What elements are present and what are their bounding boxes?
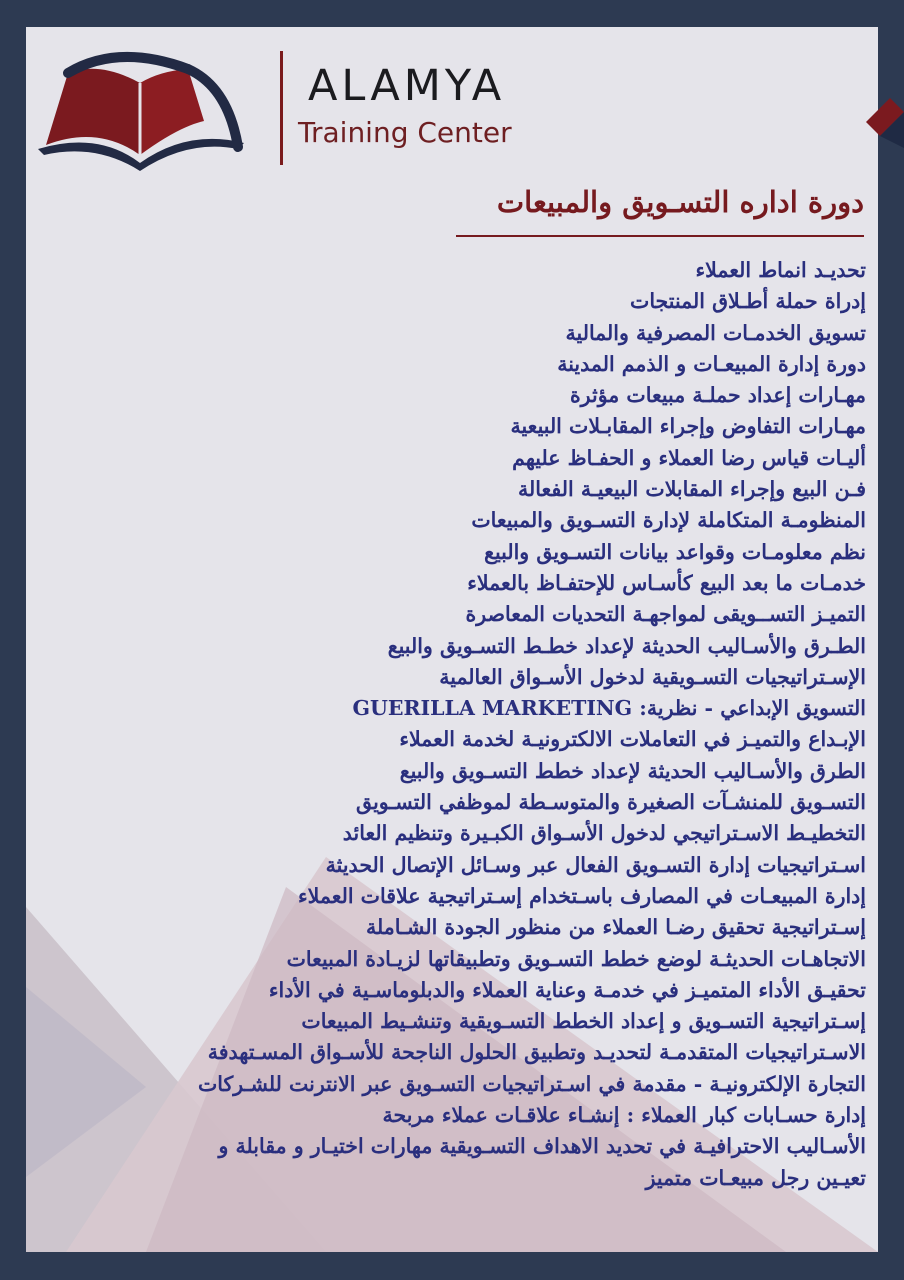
list-item: الأسـاليب الاحترافيـة في تحديد الاهداف التسـويقية مهارات اختيـار و مقابلة و: [218, 1134, 866, 1159]
list-item: تعيـين رجل مبيعـات متميز: [645, 1165, 866, 1190]
course-list: [198, 255, 866, 1194]
list-item: المنظومـة المتكاملة لإدارة التسـويق والمبيعات: [471, 508, 866, 533]
list-item: إسـتراتيجية تحقيق رضـا العملاء من منظور الجودة الشـاملة: [366, 915, 866, 940]
open-book-logo-icon: [38, 47, 244, 173]
list-item: إدارة المبيعـات في المصارف باسـتخدام إسـتراتيجية علاقات العملاء: [297, 883, 866, 908]
list-item: التسـويق للمنشـآت الصغيرة والمتوسـطة لموظفي التسـويق: [356, 790, 866, 815]
list-item: اسـتراتيجيات إدارة التسـويق الفعال عبر وسـائل الإتصال الحديثة: [325, 852, 866, 877]
list-item: مهـارات إعداد حملـة مبيعات مؤثرة: [569, 383, 866, 408]
list-item: تحديـد انماط العملاء: [695, 258, 866, 282]
list-item: إدارة حسـابات كبار العملاء : إنشـاء علاقـات عملاء مربحة: [382, 1103, 866, 1128]
list-item: تحقيـق الأداء المتميـز في خدمـة وعناية العملاء والدبلوماسـية في الأداء: [268, 977, 866, 1002]
list-item: الاسـتراتيجيات المتقدمـة لتحديـد وتطبيق الحلول الناجحة للأسـواق المسـتهدفة: [207, 1040, 866, 1065]
list-item: التجارة الإلكترونيـة - مقدمة في اسـتراتيجيات التسـويق عبر الانترنت للشـركات: [197, 1071, 866, 1096]
list-item: التميـز التســويقى لمواجهـة التحديات المعاصرة: [465, 602, 866, 627]
brand-name: ALAMYA: [308, 61, 506, 111]
list-item: الإبـداع والتميـز في التعاملات الالكترونيـة لخدمة العملاء: [399, 727, 866, 752]
list-item: التسويق الإبداعي - نظرية: GUERILLA MARKETING: [352, 696, 866, 721]
flyer-sheet: [26, 27, 878, 1252]
corner-diamond-decoration: [866, 98, 904, 148]
list-item: التخطيـط الاسـتراتيجي لدخول الأسـواق الكبـيرة وتنظيم العائد: [342, 821, 866, 846]
list-item: نظم معلومـات وقواعد بيانات التسـويق والبيع: [484, 539, 866, 564]
list-item: الطرق والأسـاليب الحديثة لإعداد خطط التسـويق والبيع: [399, 758, 866, 783]
title-underline: [456, 235, 864, 237]
list-item: الطـرق والأسـاليب الحديثة لإعداد خطـط التسـويق والبيع: [387, 633, 866, 658]
list-item: فـن البيع وإجراء المقابلات البيعيـة الفعالة: [518, 477, 866, 502]
list-item: مهـارات التفاوض وإجراء المقابـلات البيعية: [510, 414, 866, 439]
list-item: إسـتراتيجية التسـويق و إعداد الخطط التسـويقية وتنشـيط المبيعات: [301, 1009, 866, 1034]
list-item: إدراة حملة أطـلاق المنتجات: [630, 289, 866, 314]
list-item: أليـات قياس رضا العملاء و الحفـاظ عليهم: [512, 445, 866, 470]
list-item: تسويق الخدمـات المصرفية والمالية: [565, 320, 866, 345]
brand-subtitle: Training Center: [298, 116, 512, 149]
list-item: دورة إدارة المبيعـات و الذمم المدينة: [557, 351, 866, 376]
list-item: خدمـات ما بعد البيع كأسـاس للإحتفـاظ بالعملاء: [467, 570, 866, 595]
course-title: دورة اداره التسـويق والمبيعات: [496, 185, 864, 219]
list-item: الإسـتراتيجيات التسـويقية لدخول الأسـواق العالمية: [439, 664, 866, 689]
list-item: الاتجاهـات الحديثـة لوضع خطط التسـويق وتطبيقاتها لزيـادة المبيعات: [286, 946, 866, 971]
logo-divider: [280, 51, 283, 165]
